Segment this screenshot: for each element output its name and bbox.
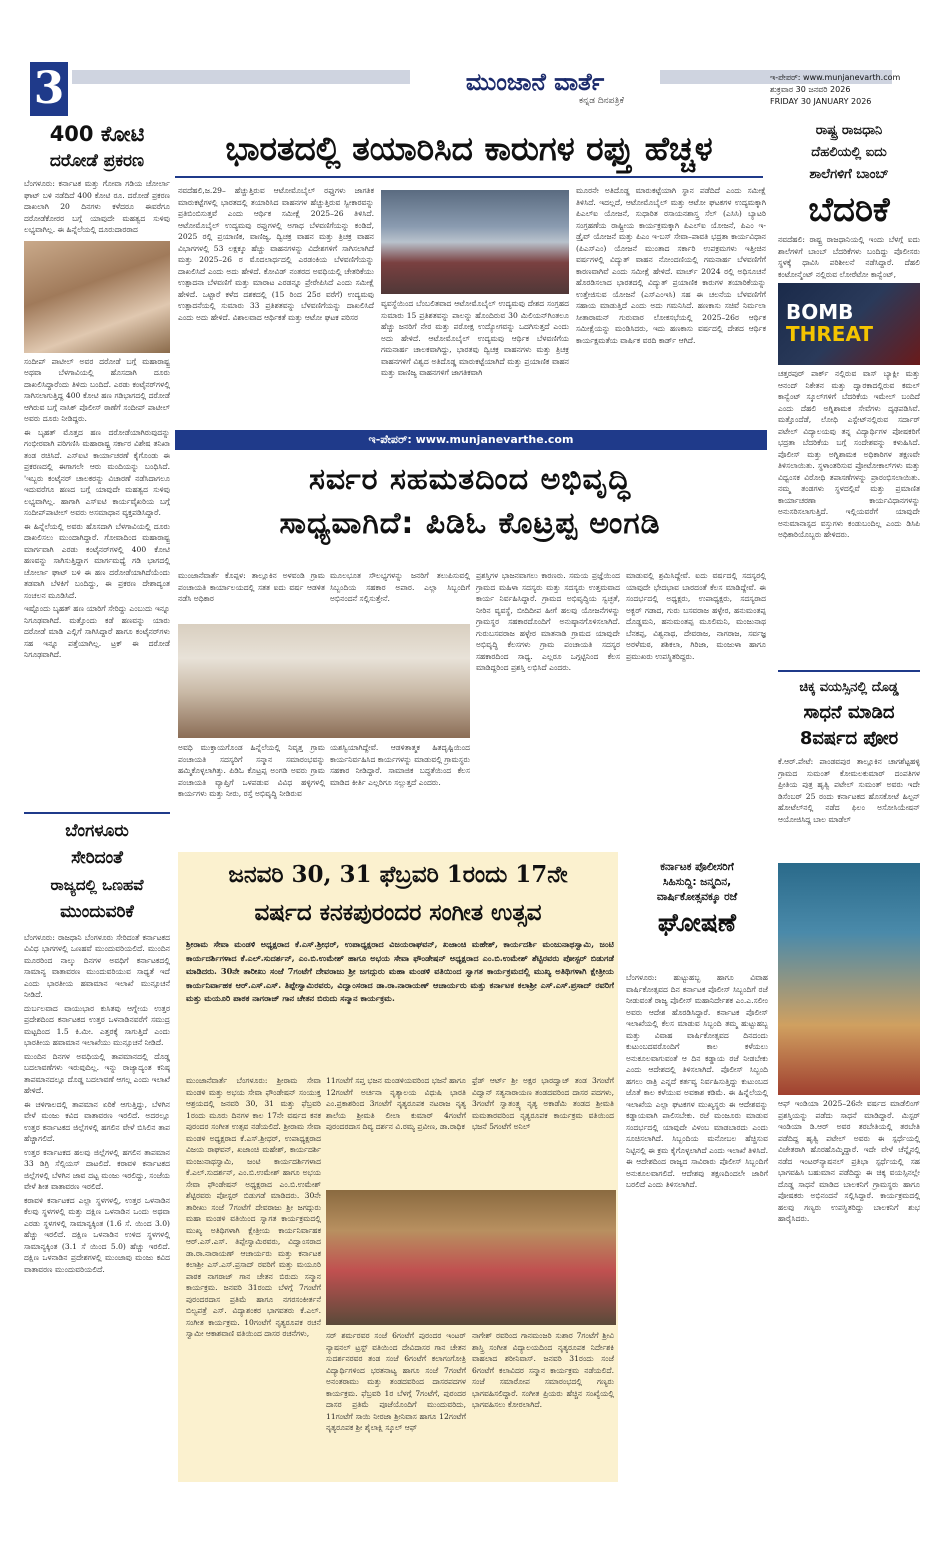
second-story-headline: [180, 458, 760, 568]
right-story1-headline-4: ಬೆದರಿಕೆ: [808, 190, 890, 230]
left-story2-headline-1: ಬೆಂಗಳೂರು: [65, 820, 129, 841]
top-story-column-2: ವ್ಯವಸ್ಥೆಯಿಂದ ಬೆಂಬಲಿತವಾದ ಆಟೋಮೊಬೈಲ್ ಉದ್ಯಮವು ದೇಶದ ಸಂಗ್ರಹದ ಸುಮಾರು 15 ಪ್ರತಿಶತವನ್ನು ಪಾಲನ್ನು ಹೊಂದಿರುವ 30 ಮಿಲಿಯನ್‌ಗಿಂತಲೂ ಹೆಚ್ಚು ಜನರಿಗೆ ನೇರ ಮತ್ತು ಪರೋಕ್ಷ ಉದ್ಯೋಗವನ್ನು ಒದಗಿಸುತ್ತದೆ ಎಂದು ಅದು ಹೇಳಿದೆ. ಆಟೋಮೊಬೈಲ್ ಉದ್ಯಮವು ಆರ್ಥಿಕ ಬೆಳವಣಿಗೆಯ ಗಮನಾರ್ಹ ಚಾಲಕವಾಗಿದ್ದು, ಭಾರತವು ದ್ವಿಚಕ್ರ ವಾಹನಗಳು ಮತ್ತು ತ್ರಿಚಕ್ರ ವಾಹನಗಳಿಗೆ ವಿಶ್ವದ ಅತಿದೊಡ್ಡ ಮಾರುಕಟ್ಟೆಯಾಗಿದೆ ಮತ್ತು ಪ್ರಯಾಣಿಕ ವಾಹನ ಮತ್ತು ವಾಣಿಜ್ಯ ವಾಹನಗಳಿಗೆ ಜಾಗತಿಕವಾಗಿ: [381, 299, 569, 377]
masthead-logo: [410, 68, 660, 108]
right-story2-headline-2: ಸಾಧನೆ ಮಾಡಿದ: [803, 702, 895, 723]
top-story-column-3: ಮೂರನೇ ಅತಿದೊಡ್ಡ ಮಾರುಕಟ್ಟೆಯಾಗಿ ಸ್ಥಾನ ಪಡೆದಿದೆ ಎಂದು ಸಮೀಕ್ಷೆ ತಿಳಿಸಿದೆ. ಇದಲ್ಲದೆ, ಆಟೋಮೊಬೈಲ್ ಮತ್ತು ಆಟೋ ಘಟಕಗಳ ಉದ್ಯಮಕ್ಕಾಗಿ ಪಿಎಲ್‌ಐ ಯೋಜನೆ, ಸುಧಾರಿತ ರಸಾಯನಶಾಸ್ತ್ರ ಸೆಲ್ (ಎಸಿಸಿ) ಬ್ಯಾಟರಿ ಸಂಗ್ರಹಣೆಯ ರಾಷ್ಟ್ರೀಯ ಕಾರ್ಯಕ್ರಮಕ್ಕಾಗಿ ಪಿಎಲ್‌ಐ ಯೋಜನೆ, ಪಿಎಂ ಇ-ಡ್ರೈವ್ ಯೋಜನೆ ಮತ್ತು ಪಿಎಂ ಇ-ಬಸ್ ಸೇವಾ–ಪಾವತಿ ಭದ್ರತಾ ಕಾರ್ಯವಿಧಾನ (ಪಿಎಸ್‌ಎಂ) ಯೋಜನೆ ಮುಂತಾದ ಸರ್ಕಾರಿ ಉಪಕ್ರಮಗಳು ಇತ್ತೀಚಿನ ವರ್ಷಗಳಲ್ಲಿ ವಿದ್ಯುತ್ ವಾಹನ ನೋಂದಣಿಯಲ್ಲಿ ಗಮನಾರ್ಹ ಬೆಳವಣಿಗೆಗೆ ಕಾರಣವಾಗಿವೆ ಎಂದು ಸಮೀಕ್ಷೆ ಹೇಳಿದೆ. ಮಾರ್ಚ್ 2024 ರಲ್ಲಿ ಅಧಿಸೂಚನೆ ಹೊರಡಿಸಲಾದ ಭಾರತದಲ್ಲಿ ವಿದ್ಯುತ್ ಪ್ರಯಾಣಿಕ ಕಾರುಗಳ ತಯಾರಿಕೆಯನ್ನು ಉತ್ತೇಜಿಸುವ ಯೋಜನೆ (ಎಸ್‌ಎಂಇಸಿ) ಸಹ ಈ ಚಲನೆಯ ಬೆಳವಣಿಗೆಗೆ ಸಹಾಯ ಮಾಡುತ್ತಿದೆ ಎಂದು ಅದು ಗಮನಿಸಿದೆ. ಹಣಕಾಸು ಸಚಿವೆ ನಿರ್ಮಲಾ ಸೀತಾರಾಮನ್ ಗುರುವಾರ ಲೋಕಸಭೆಯಲ್ಲಿ 2025–26ರ ಆರ್ಥಿಕ ಸಮೀಕ್ಷೆಯನ್ನು ಮಂಡಿಸಿದರು, ಇದು ಹಣಕಾಸು ವರ್ಷದಲ್ಲಿ ದೇಶದ ಆರ್ಥಿಕ ಕಾರ್ಯಕ್ಷಮತೆಯ ವಾರ್ಷಿಕ ವರದಿ ಕಾರ್ಡ್ ಆಗಿದೆ.: [576, 186, 766, 345]
bomb-threat-image: [778, 283, 920, 365]
panchayat-group-photo: [178, 624, 470, 738]
second-headline-line-1: ಸರ್ವರ ಸಹಮತದಿಂದ ಅಭಿವೃದ್ಧಿ: [308, 462, 632, 497]
page-number: 3: [30, 62, 68, 116]
music-column-1: ಮುಂಜಾನೆವಾರ್ತೆ ಬೆಂಗಳೂರು: ಶ್ರೀರಾಮ ಸೇವಾ ಮಂಡಳಿ ಮತ್ತು ಅಭಯ ಸೇವಾ ಫೌಂಡೇಷನ್ ಸಂಯುಕ್ತ ಆಶ್ರಯದಲ್ಲಿ ಜನವರಿ 30, 31 ಮತ್ತು ಫೆಬ್ರವರಿ 1ರಂದು ಮೂರು ದಿನಗಳ ಕಾಲ 17ನೇ ವರ್ಷದ ಕನಕ ಪುರಂದರ ಸಂಗೀತ ಉತ್ಸವ ನಡೆಯಲಿದೆ. ಶ್ರೀರಾಮ ಸೇವಾ ಮಂಡಳಿ ಅಧ್ಯಕ್ಷರಾದ ಕೆ.ಎಸ್.ಶ್ರೀಧರ್, ಉಪಾಧ್ಯಕ್ಷರಾದ ವಿಜಯ ರಾಘವನ್, ಖಜಾಂಚಿ ಮಹೇಶ್, ಕಾರ್ಯದರ್ಶಿ ಮಂಜುನಾಥಸ್ವಾಮಿ, ಜಂಟಿ ಕಾರ್ಯದರ್ಶಿಗಳಾದ ಕೆ.ಎಲ್.ಸುದರ್ಶನ್, ಎಂ.ಬಿ.ಉಮೇಶ್ ಹಾಗೂ ಅಭಯ ಸೇವಾ ಫೌಂಡೇಷನ್ ಅಧ್ಯಕ್ಷರಾದ ಎಂ.ಬಿ.ಉಮೇಶ್ ಶೆಟ್ಟಿರವರು ಪೋಸ್ಟರ್ ಬಿಡುಗಡೆ ಮಾಡಿದರು. 30ನೇ ತಾರೀಖು ಸಂಜೆ 7ಗಂಟೆಗೆ ದೇವರಾಜು ಶ್ರೀ ಜಗದ್ಗುರು ಮಹಾ ಮಂಡಳಿ ವತಿಯಿಂದ ಸ್ವಾಗತ ಕಾರ್ಯಕ್ರಮದಲ್ಲಿ ಮುಖ್ಯ ಅತಿಥಿಗಳಾಗಿ ಕ್ಷೇತ್ರೀಯ ಕಾರ್ಯನಿರ್ವಾಹಕ ಆರ್.ಎಸ್.ಎಸ್. ತಿಪ್ಪೇಸ್ವಾಮಿರವರು, ವಿದ್ವಾಂಸರಾದ ಡಾ.ರಾ.ನಾರಾಯಣ್ ಆಚಾರ್ಯರು ಮತ್ತು ಕರ್ನಾಟಕ ಕಲಾಶ್ರೀ ಎಸ್.ಎಸ್.ಪ್ರಸಾದ್ ರವರಿಗೆ ಮತ್ತು ಮಯೂರಿ ಪಾಠಕ ನಾಗರಾಜ್ ಗಾನ ಚೇತನ ಬಿರುದು ಸನ್ಮಾನ ಕಾರ್ಯಕ್ರಮ. ಜನವರಿ 31ರಂದು ಬೆಳಗ್ಗೆ 7ಗಂಟೆಗೆ ಪುರಂದರದಾಸ ಪ್ರತಿಮೆ ಹಾಗೂ ನಗರಸಂಕೀರ್ತನೆ ಬಿಲ್ವಪತ್ರೆ ಎಸ್. ವಿದ್ಯಾಶಂಕರ ಭಾಗವತರು ಕೆ.ಎಲ್. ಸಂಗೀತ ಕಾರ್ಯಕ್ರಮ. 10ಗಂಟೆಗೆ ನೃತ್ಯರೂಪಕ ರಚನೆ ಸ್ವಾಮೀ ಆಕಾಶವಾಣಿ ವತಿಯಿಂದ ದಾಸರ ರಚನೆಗಳು,: [186, 1076, 321, 1338]
music-lead-paragraph: ಶ್ರೀರಾಮ ಸೇವಾ ಮಂಡಳಿ ಅಧ್ಯಕ್ಷರಾದ ಕೆ.ಎಸ್.ಶ್ರೀಧರ್, ಉಪಾಧ್ಯಕ್ಷರಾದ ವಿಜಯರಾಘವನ್, ಖಜಾಂಚಿ ಮಹೇಶ್, ಕಾರ್ಯದರ್ಶಿ ಮಂಜುನಾಥಸ್ವಾಮಿ, ಜಂಟಿ ಕಾರ್ಯದರ್ಶಿಗಳಾದ ಕೆ.ಎಲ್.ಸುದರ್ಶನ್, ಎಂ.ಬಿ.ಉಮೇಶ್ ಹಾಗೂ ಅಭಯ ಸೇವಾ ಫೌಂಡೇಷನ್ ಅಧ್ಯಕ್ಷರಾದ ಎಂ.ಬಿ.ಉಮೇಶ್ ಶೆಟ್ಟಿರವರು ಪೋಸ್ಟರ್ ಬಿಡುಗಡೆ ಮಾಡಿದರು. 30ನೇ ತಾರೀಖು ಸಂಜೆ 7ಗಂಟೆಗೆ ದೇವರಾಜು ಶ್ರೀ ಜಗದ್ಗುರು ಮಹಾ ಮಂಡಳಿ ವತಿಯಿಂದ ಸ್ವಾಗತ ಕಾರ್ಯಕ್ರಮದಲ್ಲಿ ಮುಖ್ಯ ಅತಿಥಿಗಳಾಗಿ ಕ್ಷೇತ್ರೀಯ ಕಾರ್ಯನಿರ್ವಾಹಕ ಆರ್.ಎಸ್.ಎಸ್. ತಿಪ್ಪೇಸ್ವಾಮಿರವರು, ವಿದ್ವಾಂಸರಾದ ಡಾ.ರಾ.ನಾರಾಯಣ್ ಆಚಾರ್ಯರು ಮತ್ತು ಕರ್ನಾಟಕ ಕಲಾಶ್ರೀ ಎಸ್.ಎಸ್.ಪ್ರಸಾದ್ ರವರಿಗೆ ಮತ್ತು ಮಯೂರಿ ಪಾಠಕ ನಾಗರಾಜ್ ಗಾನ ಚೇತನ ಬಿರುದು ಸನ್ಮಾನ ಕಾರ್ಯಕ್ರಮ.: [186, 939, 614, 1003]
left-story2-para: ಬೆಂಗಳೂರು: ರಾಜಧಾನಿ ಬೆಂಗಳೂರು ಸೇರಿದಂತೆ ಕರ್ನಾಟಕದ ವಿವಿಧ ಭಾಗಗಳಲ್ಲಿ ಒಣಹವೆ ಮುಂದುವರಿಯಲಿದೆ. ಮುಂದಿನ ಮೂರರಿಂದ ನಾಲ್ಕು ದಿನಗಳ ಅವಧಿಗೆ ಕರ್ನಾಟಕದಲ್ಲಿ ಸಾಮಾನ್ಯ ವಾತಾವರಣ ಮುಂದುವರಿಯುವ ಸಾಧ್ಯತೆ ಇದೆ ಎಂದು ಭಾರತೀಯ ಹವಾಮಾನ ಇಲಾಖೆ ಮುನ್ಸೂಚನೆ ನೀಡಿದೆ.: [24, 932, 170, 999]
left-column: [24, 120, 170, 1490]
police-story-body: ಬೆಂಗಳೂರು: ಹುಟ್ಟುಹಬ್ಬ ಹಾಗೂ ವಿವಾಹ ವಾರ್ಷಿಕೋತ್ಸವದ ದಿನ ಕರ್ನಾಟಕ ಪೊಲೀಸ್ ಸಿಬ್ಬಂದಿಗೆ ರಜೆ ನೀಡುವಂತೆ ರಾಜ್ಯ ಪೊಲೀಸ್ ಮಹಾನಿರ್ದೇಶಕ ಎಂ.ಎ.ಸಲೀಂ ಅವರು ಆದೇಶ ಹೊರಡಿಸಿದ್ದಾರೆ. ಕರ್ನಾಟಕ ಪೊಲೀಸ್ ಇಲಾಖೆಯಲ್ಲಿ ಕೆಲಸ ಮಾಡುವ ಸಿಬ್ಬಂದಿ ತಮ್ಮ ಹುಟ್ಟುಹಬ್ಬ ಮತ್ತು ವಿವಾಹ ವಾರ್ಷಿಕೋತ್ಸವದ ದಿನದಂದು ಕುಟುಂಬದವರೊಂದಿಗೆ ಕಾಲ ಕಳೆಯಲು ಅನುಕೂಲವಾಗುವಂತೆ ಆ ದಿನ ಕಡ್ಡಾಯ ರಜೆ ನೀಡಬೇಕು ಎಂದು ಆದೇಶದಲ್ಲಿ ತಿಳಿಸಲಾಗಿದೆ. ಪೊಲೀಸ್ ಸಿಬ್ಬಂದಿ ಹಗಲು ರಾತ್ರಿ ಎನ್ನದೆ ಕರ್ತವ್ಯ ನಿರ್ವಹಿಸುತ್ತಿದ್ದು ಕುಟುಂಬದ ಜೊತೆ ಕಾಲ ಕಳೆಯುವ ಅವಕಾಶ ಕಡಿಮೆ. ಈ ಹಿನ್ನೆಲೆಯಲ್ಲಿ ಇಲಾಖೆಯ ಎಲ್ಲಾ ಘಟಕಗಳ ಮುಖ್ಯಸ್ಥರು ಈ ಆದೇಶವನ್ನು ಕಡ್ಡಾಯವಾಗಿ ಪಾಲಿಸಬೇಕು. ರಜೆ ಮಂಜೂರು ಮಾಡುವ ಸಂದರ್ಭದಲ್ಲಿ ಯಾವುದೇ ವಿಳಂಬ ಮಾಡಬಾರದು ಎಂದು ಸೂಚಿಸಲಾಗಿದೆ. ಸಿಬ್ಬಂದಿಯ ಮನೋಬಲ ಹೆಚ್ಚಿಸುವ ನಿಟ್ಟಿನಲ್ಲಿ ಈ ಕ್ರಮ ಕೈಗೊಳ್ಳಲಾಗಿದೆ ಎಂದು ಇಲಾಖೆ ತಿಳಿಸಿದೆ. ಈ ಆದೇಶದಿಂದ ರಾಜ್ಯದ ಸಾವಿರಾರು ಪೊಲೀಸ್ ಸಿಬ್ಬಂದಿಗೆ ಅನುಕೂಲವಾಗಲಿದೆ. ಆದೇಶವು ತಕ್ಷಣದಿಂದಲೇ ಜಾರಿಗೆ ಬರಲಿದೆ ಎಂದು ತಿಳಿಸಲಾಗಿದೆ.: [626, 973, 768, 1189]
logo-tagline: ಕನ್ನಡ ದಿನಪತ್ರಿಕೆ: [578, 96, 624, 106]
left-story1-headline-2: ದರೋಡೆ ಪ್ರಕರಣ: [49, 151, 145, 171]
logo-part-2: ವಾರ್ತೆ: [554, 68, 605, 96]
second-story-column-2b: ಯಶಸ್ವಿಯಾಗಿದ್ದೇವೆ. ಆಡಳಿತಾತ್ಮಕ ಹಿತದೃಷ್ಟಿಯಿಂದ ಕಾರ್ಯನಿರ್ವಹಿಸಿದ ಕಾರ್ಯಗಳನ್ನು ಮಾಡುವಲ್ಲಿ ಗ್ರಾಮಸ್ಥರು ಸಹಕಾರ ನೀಡಿದ್ದಾರೆ. ಸಾಮಾಜಿಕ ಬದ್ಧತೆಯಿಂದ ಕೆಲಸ ಮಾಡಿದ ಕೀರ್ತಿ ಎಲ್ಲರಿಗೂ ಸಲ್ಲುತ್ತದೆ ಎಂದರು.: [330, 743, 470, 787]
second-story-column-3: ಪ್ರಶಸ್ತಿಗಳ ಭಾಜನವಾಗಲು ಕಾರಣರು. ಸಮಯ ಪ್ರಜ್ಞೆಯಿಂದ ಗ್ರಾಮದ ಮಹಿಳಾ ಸದಸ್ಯರು ಮತ್ತು ಸದಸ್ಯರು ಉತ್ತಮವಾದ ಕಾರ್ಯ ನಿರ್ವಹಿಸಿದ್ದಾರೆ. ಗ್ರಾಮದ ಅಭಿವೃದ್ಧಿಯ ಸ್ವಚ್ಛತೆ, ನೀರಿನ ವ್ಯವಸ್ಥೆ, ಬೀದಿದೀಪ ಹೀಗೆ ಹಲವು ಯೋಜನೆಗಳನ್ನು ಗ್ರಾಮಸ್ಥರ ಸಹಕಾರದೊಂದಿಗೆ ಅನುಷ್ಠಾನಗೊಳಿಸಲಾಗಿದೆ. ಗುರುಬಸವರಾಜ ಹಳ್ಳೇರ ಮಾತನಾಡಿ ಗ್ರಾಮದ ಯಾವುದೇ ಅಭಿವೃದ್ಧಿ ಕೆಲಸಗಳು ಗ್ರಾಮ ಪಂಚಾಯತಿ ಸದಸ್ಯರ ಸಹಕಾರದಿಂದ ಸಾಧ್ಯ. ಎಲ್ಲರೂ ಒಗ್ಗಟ್ಟಿನಿಂದ ಕೆಲಸ ಮಾಡಿದ್ದರಿಂದ ಪ್ರಶಸ್ತಿ ಲಭಿಸಿದೆ ಎಂದರು.: [476, 571, 620, 672]
poster-release-photo: [326, 1190, 616, 1325]
left-story1-para: ಸಂದೀಪ್ ಪಾಟೀಲ್ ಅವರ ದರೋಡೆ ಬಗ್ಗೆ ಮಹಾರಾಷ್ಟ್ರ ಅಥವಾ ಬೆಳಗಾವಿಯಲ್ಲಿ ಹೊಸದಾಗಿ ದೂರು ದಾಖಲಿಸಿದ್ದಾರೆಂದು ತಿಳಿದು ಬಂದಿದೆ. ಎರಡು ಕಂಟೈನರ್‌ಗಳಲ್ಲಿ ಸಾಗಿಸಲಾಗುತ್ತಿದ್ದ 400 ಕೋಟಿ ಹಣ ಗಡಿಭಾಗದಲ್ಲಿ ದರೋಡೆ ಆಗಿರುವ ಬಗ್ಗೆ ನಾಸಿಕ್ ಪೊಲೀಸ್ ಠಾಣೆಗೆ ಸಂದೀಪ್ ಪಾಟೀಲ್ ಅವರು ದೂರು ನೀಡಿದ್ದರು.: [24, 356, 170, 423]
left-story1-para: ಬೆಂಗಳೂರು: ಕರ್ನಾಟಕ ಮತ್ತು ಗೋವಾ ಗಡಿಯ ಚೋರ್ಲಾ ಘಾಟ್ ಬಳಿ ನಡೆದಿದೆ 400 ಕೋಟಿ ರೂ. ದರೋಡೆ ಪ್ರಕರಣ ದಾಖಲಾಗಿ 20 ದಿನಗಳು ಕಳೆದರೂ ಈವರೆಗೂ ದರೋಡೆಕೋರರ ಬಗ್ಗೆ ಯಾವುದೇ ಮಹತ್ವದ ಸುಳಿವು ಲಭ್ಯವಾಗಿಲ್ಲ. ಈ ಹಿನ್ನೆಲೆಯಲ್ಲಿ ದೂರುದಾರರಾದ: [24, 179, 170, 234]
music-headline-line-1: ಜನವರಿ 30, 31 ಫೆಬ್ರವರಿ 1ರಂದು 17ನೇ: [228, 861, 568, 888]
left-story2-headline-4: ಮುಂದುವರಿಕೆ: [60, 901, 134, 922]
right-story1-para: ಚತ್ತರಪುರ್ ಪಾರ್ಕ್ ನಲ್ಲಿರುವ ವಾಸ್ ಬ್ಯಾಕ್ಲೀ ಮತ್ತು ಆನಂದ್ ನಿಕೇತನ ಮತ್ತು ದ್ವಾರಕಾದಲ್ಲಿರುವ ಕಮಲ್ ಕಾನ್ವೆಂಟ್ ಸ್ಕೂಲ್‌ಗಳಿಗೆ ಬೆದರಿಕೆಯ ಇಮೇಲ್ ಬಂದಿದೆ ಎಂದು ದೆಹಲಿ ಅಗ್ನಿಶಾಮಕ ಸೇವೆಗಳು ದೃಢಪಡಿಸಿವೆ. ಮತ್ತೊಂದೆಡೆ, ಲೋಧಿ ಎಸ್ಟೇಟ್‌ನಲ್ಲಿರುವ ಸರ್ದಾರ್ ಪಟೇಲ್ ವಿದ್ಯಾಲಯವು ತನ್ನ ವಿದ್ಯಾರ್ಥಿಗಳ ಪೋಷಕರಿಗೆ ಭದ್ರತಾ ಬೆದರಿಕೆಯ ಬಗ್ಗೆ ಸಂದೇಶವನ್ನು ಕಳುಹಿಸಿದೆ. ಪೊಲೀಸ್ ಮತ್ತು ಅಗ್ನಿಶಾಮಕ ಅಧಿಕಾರಿಗಳ ತಕ್ಷಣವೇ ತಿಳಿಸಲಾಯಿತು. ಸ್ಥಳಾಂತರಿಸುವ ಪ್ರೋಟೋಕಾಲ್‌ಗಳು ಮತ್ತು ವಿಧ್ವಂಸಕ ವಿರೋಧಿ ತಪಾಸಣೆಗಳನ್ನು ಪ್ರಾರಂಭಿಸಲಾಯಿತು. ನಮ್ಮ ತಂಡಗಳು ಸ್ಥಳದಲ್ಲಿವೆ ಮತ್ತು ಪ್ರಮಾಣಿತ ಕಾರ್ಯಾಚರಣಾ ಕಾರ್ಯವಿಧಾನಗಳನ್ನು ಅನುಸರಿಸಲಾಗುತ್ತಿದೆ. ಇಲ್ಲಿಯವರೆಗೆ ಯಾವುದೇ ಅನುಮಾನಾಸ್ಪದ ವಸ್ತುಗಳು ಕಂಡುಬಂದಿಲ್ಲ ಎಂದು ಡಿಸಿಪಿ ಅಧಿಕಾರಿಯೊಬ್ಬರು ಹೇಳಿದರು.: [778, 369, 920, 539]
music-column-3: ಫ್ರೆಡ್ ಆರ್ಟ್ ಶ್ರೀ ಅಕ್ಷರ ಭಾರದ್ವಾಜ್ ತಂಡ 3ಗಂಟೆಗೆ ವಿದ್ವಾನ್ ಸತ್ಯನಾರಾಯಣ ತಂಡದವರಿಂದ ದಾಸರ ಪದಗಳು, 3ಗಂಟೆಗೆ ಸ್ವಾತಂತ್ರ್ಯ ನೃತ್ಯ ಅಕಾಡೆಮಿ ತಂಡದ ಶ್ರೀಮತಿ ಮಮತಾರವರಿಂದ ನೃತ್ಯರೂಪಕ ಕಾರ್ಯಕ್ರಮ ವತಿಯಿಂದ ಭಜನೆ 5ಗಂಟೆಗೆ ಅನಿಲ್: [472, 1076, 614, 1131]
right-story1-para: ನವದೆಹಲಿ: ರಾಷ್ಟ್ರ ರಾಜಧಾನಿಯಲ್ಲಿ ಇಂದು ಬೆಳಗ್ಗೆ ಐದು ಶಾಲೆಗಳಿಗೆ ಬಾಂಬ್ ಬೆದರಿಕೆಗಳು ಬಂದಿದ್ದು ಪೊಲೀಸರು ಸ್ಥಳಕ್ಕೆ ಧಾವಿಸಿ ಪರಿಶೀಲನೆ ನಡೆಸಿದ್ದಾರೆ. ದೆಹಲಿ ಕಂಟೋನ್ಮೆಂಟ್ ನಲ್ಲಿರುವ ಲೋರೆಟೋ ಕಾನ್ವೆಂಟ್,: [778, 235, 920, 279]
left-story1-para: ಈ ಹಿನ್ನೆಲೆಯಲ್ಲಿ ಅವರು ಹೊಸದಾಗಿ ಬೆಳಗಾವಿಯಲ್ಲಿ ದೂರು ದಾಖಲಿಸಲು ಮುಂದಾಗಿದ್ದಾರೆ. ಗೋವಾದಿಂದ ಮಹಾರಾಷ್ಟ್ರ ಮಾರ್ಗವಾಗಿ ಎರಡು ಕಂಟೈನರ್‌ಗಳಲ್ಲಿ 400 ಕೋಟಿ ಹಣವನ್ನು ಸಾಗಿಸುತ್ತಿದ್ದಾಗ ಮಾರ್ಗಮಧ್ಯೆ ಗಡಿ ಭಾಗದಲ್ಲಿ ಚೋರ್ಲಾ ಘಾಟ್ ಬಳಿ ಈ ಹಣ ದರೋಡೆಯಾಗಿದೆಯೆಂದು ತಡವಾಗಿ ಬೆಳಕಿಗೆ ಬಂದಿದ್ದು, ಈ ಪ್ರಕರಣ ದೇಶಾದ್ಯಂತ ಸಂಚಲನ ಮೂಡಿಸಿದೆ.: [24, 521, 170, 600]
second-headline-line-2: ಸಾಧ್ಯವಾಗಿದೆ: ಪಿಡಿಓ ಕೊಟ್ರಪ್ಪ ಅಂಗಡಿ: [279, 506, 661, 541]
police-headline-line-4: ಘೋಷಣೆ: [657, 908, 737, 937]
police-headline-line-1: ಕರ್ನಾಟಕ ಪೊಲೀಸರಿಗೆ: [660, 861, 734, 873]
right-story1-headline-3: ಶಾಲೆಗಳಿಗೆ ಬಾಂಬ್: [809, 167, 889, 182]
top-story-column-1: ನವದೆಹಲಿ,ಜ.29– ಹೆಚ್ಚುತ್ತಿರುವ ಆಟೋಮೊಬೈಲ್ ರಫ್ತುಗಳು ಜಾಗತಿಕ ಮಾರುಕಟ್ಟೆಗಳಲ್ಲಿ ಭಾರತದಲ್ಲಿ ತಯಾರಿಸಿದ ವಾಹನಗಳ ಹೆಚ್ಚುತ್ತಿರುವ ಸ್ವೀಕಾರವನ್ನು ಪ್ರತಿಬಿಂಬಿಸುತ್ತವೆ ಎಂದು ಆರ್ಥಿಕ ಸಮೀಕ್ಷೆ 2025–26 ತಿಳಿಸಿದೆ. ಆಟೋಮೊಬೈಲ್ ಉದ್ಯಮವು ರಫ್ತುಗಳಲ್ಲಿ ಅಗಾಧ ಬೆಳವಣಿಗೆಯನ್ನು ಕಂಡಿದೆ, 2025 ರಲ್ಲಿ ಪ್ರಯಾಣಿಕ, ವಾಣಿಜ್ಯ, ದ್ವಿಚಕ್ರ ವಾಹನ ಮತ್ತು ತ್ರಿಚಕ್ರ ವಾಹನ ವಿಭಾಗಗಳಲ್ಲಿ 53 ಲಕ್ಷಕ್ಕೂ ಹೆಚ್ಚು ವಾಹನಗಳನ್ನು ವಿದೇಶಗಳಿಗೆ ಸಾಗಿಸಲಾಗಿದೆ ಮತ್ತು 2025–26 ರ ಮೊದಲಾರ್ಧದಲ್ಲಿ ಎರಡಂಕಿಯ ಬೆಳವಣಿಗೆಯನ್ನು ದಾಖಲಿಸಿದೆ ಎಂದು ಅದು ಹೇಳಿದೆ. ಕೋವಿಡ್ ನಂತರದ ಅವಧಿಯಲ್ಲಿ ಚೇತರಿಕೆಯು ಉತ್ಪಾದನಾ ಬೆಳವಣಿಗೆ ಮತ್ತು ಮಾರಾಟ ಎರಡನ್ನೂ ಪ್ರೇರೇಪಿಸಿದೆ ಎಂದು ಸಮೀಕ್ಷೆ ಹೇಳಿದೆ. ಒಟ್ಟಾರೆ ಕಳೆದ ದಶಕದಲ್ಲಿ (15 ರಿಂದ 25ರ ವರೆಗೆ) ಉದ್ಯಮವು ಉತ್ಪಾದನೆಯಲ್ಲಿ ಸುಮಾರು 33 ಪ್ರತಿಶತವನ್ನು ಬೆಳವಣಿಗೆಯನ್ನು ದಾಖಲಿಸಿದೆ ಎಂದು ಅದು ಹೇಳಿದೆ. ವಿಶಾಲವಾದ ಆರ್ಥಿಕತೆ ಮತ್ತು ಆಟೋ ಘಟಕ ಪರಿಸರ: [178, 186, 374, 322]
second-story-column-1a: ಮುಂಜಾನೆವಾರ್ತೆ ಕೊಪ್ಪಳ: ತಾಲ್ಲೂಕಿನ ಅಳವಂಡಿ ಗ್ರಾಮ ಪಂಚಾಯತಿ ಕಾರ್ಯಾಲಯದಲ್ಲಿ ಸತತ ಐದು ವರ್ಷ ಆಡಳಿತ ನಡೆಸಿ ಅಧಿಕಾರ: [178, 571, 325, 603]
left-story1-para: ಇಷ್ಟೊಂದು ಬೃಹತ್ ಹಣ ಯಾರಿಗೆ ಸೇರಿದ್ದು ಎಂಬುದು ಇನ್ನೂ ನಿಗೂಢವಾಗಿದೆ. ಮತ್ತೊಂದು ಕಡೆ ಹಣವನ್ನು ಯಾರು ದರೋಡೆ ಮಾಡಿ ಎಲ್ಲಿಗೆ ಸಾಗಿಸಿದ್ದಾರೆ ಹಾಗೂ ಕಂಟೈನರ್‌ಗಳು ಸಹ ಇನ್ನೂ ಪತ್ತೆಯಾಗಿಲ್ಲ. ಟ್ರಕ್ ಈ ದರೋಡೆ ನಿಗೂಢವಾಗಿದೆ.: [24, 604, 170, 659]
left-story2-para: ಕರಾವಳಿ ಕರ್ನಾಟಕದ ಎಲ್ಲಾ ಸ್ಥಳಗಳಲ್ಲಿ, ಉತ್ತರ ಒಳನಾಡಿನ ಕೆಲವು ಸ್ಥಳಗಳಲ್ಲಿ ಮತ್ತು ದಕ್ಷಿಣ ಒಳನಾಡಿನ ಒಂದು ಅಥವಾ ಎರಡು ಸ್ಥಳಗಳಲ್ಲಿ ಸಾಮಾನ್ಯಕ್ಕಿಂತ (1.6 ಸೆ. ಯಿಂದ 3.0) ಹೆಚ್ಚು ಇರಲಿದೆ. ದಕ್ಷಿಣ ಒಳನಾಡಿನ ಉಳಿದ ಸ್ಥಳಗಳಲ್ಲಿ ಸಾಮಾನ್ಯಕ್ಕಿಂತ (3.1 ಸೆ ಯಿಂದ 5.0) ಹೆಚ್ಚು ಇರಲಿದೆ. ದಕ್ಷಿಣ ಒಳನಾಡಿನ ಪ್ರದೇಶಗಳಲ್ಲಿ ಮುಂಜಾವು ಮಂಜು ಕವಿದ ವಾತಾವರಣ ಮುಂದುವರಿಯಲಿದೆ.: [24, 1195, 170, 1274]
second-story-column-1b: ಅವಧಿ ಮುಕ್ತಾಯಗೊಂಡ ಹಿನ್ನೆಲೆಯಲ್ಲಿ ನಿವೃತ್ತ ಗ್ರಾಮ ಪಂಚಾಯತಿ ಸದಸ್ಯರಿಗೆ ಸನ್ಮಾನ ಸಮಾರಂಭವನ್ನು ಹಮ್ಮಿಕೊಳ್ಳಲಾಗಿತ್ತು. ಪಿಡಿಓ ಕೊಟ್ರಪ್ಪ ಅಂಗಡಿ ಅವರು ಗ್ರಾಮ ಪಂಚಾಯತಿ ವ್ಯಾಪ್ತಿಗೆ ಒಳಪಡುವ ವಿವಿಧ ಹಳ್ಳಿಗಳಲ್ಲಿ ಕಾರ್ಯಗಳು ಮತ್ತು ನೀರು, ರಸ್ತೆ ಅಭಿವೃದ್ಧಿ ನೀಡಿರುವ: [178, 743, 325, 798]
left-story2-para: ದುರ್ಬಲವಾದ ವಾಯುಭಾರ ಕುಸಿತವು ಆಗ್ನೇಯ ಉತ್ತರ ಪ್ರದೇಶದಿಂದ ಕರ್ನಾಟಕದ ಉತ್ತರ ಒಳನಾಡಿನವರೆಗೆ ಸಮುದ್ರ ಮಟ್ಟದಿಂದ 1.5 ಕಿ.ಮೀ. ಎತ್ತರಕ್ಕೆ ಸಾಗುತ್ತಿದೆ ಎಂದು ಭಾರತೀಯ ಹವಾಮಾನ ಇಲಾಖೆಯು ಮುನ್ಸೂಚನೆ ನೀಡಿದೆ.: [24, 1003, 170, 1047]
right-divider: [778, 670, 920, 672]
top-story-headline: ಭಾರತದಲ್ಲಿ ತಯಾರಿಸಿದ ಕಾರುಗಳ ರಫ್ತು ಹೆಚ್ಚಳ: [175, 120, 763, 178]
police-story-headline: [624, 860, 770, 970]
right-story2-para: ಕೆ.ಆರ್.ಪೇಟೆ: ಪಾಂಡವಪುರ ತಾಲ್ಲೂಕಿನ ಚಾಗಶೆಟ್ಟಹಳ್ಳಿ ಗ್ರಾಮದ ಸುಮಂತ್ ಕೋಮಲಕುಮಾರ್ ದಂಪತಿಗಳ ಪ್ರೀತಿಯ ಪುತ್ರ ಹೃತ್ವಿ ಪಟೇಲ್ ಸುಮಂತ್ ಅವರು ಇದೇ ಡಿಸೆಂಬರ್ 25 ರಂದು ಕರ್ನಾಟಕದ ಹೊಸಕೋಟೆ ಹಿಲ್ಟನ್ ಹೋಟೆಲ್‌ನಲ್ಲಿ ನಡೆದ ಫಿಲಂ ಅಸೋಸಿಯೇಷನ್ ಆಯೋಜಿಸಿದ್ದ ಬಾಲ ಮಾಡೆಲ್: [778, 757, 920, 824]
left-story2-para: ಉತ್ತರ ಕರ್ನಾಟಕದ ಹಲವು ಜಿಲ್ಲೆಗಳಲ್ಲಿ ಹಗಲಿನ ತಾಪಮಾನ 33 ಡಿಗ್ರಿ ಸೆಲ್ಸಿಯಸ್ ದಾಟಲಿದೆ. ಕರಾವಳಿ ಕರ್ನಾಟಕದ ಜಿಲ್ಲೆಗಳಲ್ಲಿ ಬೆಳಗಿನ ಜಾವ ದಟ್ಟ ಮಂಜು ಇರಲಿದ್ದು, ಸಂಜೆಯ ವೇಳೆ ಶೀತ ವಾತಾವರಣ ಇರಲಿದೆ.: [24, 1147, 170, 1191]
police-headline-line-3: ವಾರ್ಷಿಕೋತ್ಸವಕ್ಕೂ ರಜೆ: [656, 891, 738, 903]
masthead-meta: [770, 72, 920, 112]
second-story-column-2a: ಮೂಲಭೂತ ಸೌಲಭ್ಯಗಳನ್ನು ಜನರಿಗೆ ತಲುಪಿಸುವಲ್ಲಿ ಸಿಬ್ಬಂದಿಯ ಸಹಕಾರ ಅಪಾರ. ಎಲ್ಲಾ ಸಿಬ್ಬಂದಿಗೆ ಅಭಿನಂದನೆ ಸಲ್ಲಿಸುತ್ತೇನೆ.: [330, 571, 470, 603]
right-story2-para: ಆಫ್ ಇಂಡಿಯಾ 2025–26ನೇ ವರ್ಷದ ಮಾಡೆಲಿಂಗ್ ಪ್ರಶಸ್ತಿಯನ್ನು ಪಡೆದು ಸಾಧನೆ ಮಾಡಿದ್ದಾರೆ. ಮಿಸ್ಟರ್ ಇಂಡಿಯಾ ಡಿ.ಆರ್ ಅವರ ತರಬೇತಿಯಲ್ಲಿ ತರಬೇತಿ ಪಡೆದಿದ್ದ ಹೃತ್ವಿ ಪಟೇಲ್ ಅವರು ಈ ಸ್ಪರ್ಧೆಯಲ್ಲಿ ವಿಜೇತರಾಗಿ ಹೊರಹೊಮ್ಮಿದ್ದಾರೆ. ಇದೇ ವೇಳೆ ಚೆನ್ನೈನಲ್ಲಿ ನಡೆದ ಇಂಟರ್‌ನ್ಯಾಷನಲ್ ಪ್ರತಿಭಾ ಸ್ಪರ್ಧೆಯಲ್ಲಿ ಸಹ ಭಾಗವಹಿಸಿ ಬಹುಮಾನ ಪಡೆದಿದ್ದು ಈ ಚಿಕ್ಕ ವಯಸ್ಸಿನಲ್ಲೇ ದೊಡ್ಡ ಸಾಧನೆ ಮಾಡಿದ ಬಾಲಕನಿಗೆ ಗ್ರಾಮಸ್ಥರು ಹಾಗೂ ಪೋಷಕರು ಅಭಿನಂದನೆ ಸಲ್ಲಿಸಿದ್ದಾರೆ. ಕಾರ್ಯಕ್ರಮದಲ್ಲಿ ಹಲವು ಗಣ್ಯರು ಉಪಸ್ಥಿತರಿದ್ದು ಬಾಲಕನಿಗೆ ಶುಭ ಹಾರೈಸಿದರು.: [778, 1099, 920, 1223]
left-story1-para: ಈ ಬೃಹತ್ ಮೊತ್ತದ ಹಣ ದರೋಡೆಯಾಗಿರುವುದನ್ನು ಗಂಭೀರವಾಗಿ ಪರಿಗಣಿಸಿ ಮಹಾರಾಷ್ಟ್ರ ಸರ್ಕಾರ ವಿಶೇಷ ತನಿಖಾ ತಂಡ ರಚಿಸಿದೆ. ಎಸ್‌ಐಟಿ ಕಾರ್ಯಾಚರಣೆ ಕೈಗೊಂಡು ಈ ಪ್ರಕರಣದಲ್ಲಿ ಈಗಾಗಲೇ ಆರು ಮಂದಿಯನ್ನು ಬಂಧಿಸಿದೆ. 'ಇಬ್ಬರು ಕಂಟೈನರ್ ಚಾಲಕರನ್ನು ವಿಚಾರಣೆ ನಡೆಸಿದಾಗಲೂ ಇದುವರೆಗೂ ಹಣದ ಬಗ್ಗೆ ಯಾವುದೇ ಮಹತ್ವದ ಸುಳಿವು ಲಭ್ಯವಾಗಿಲ್ಲ. ಹಾಗಾಗಿ ಎಸ್‌ಐಟಿ ಕಾರ್ಯವೈಖರಿಯ ಬಗ್ಗೆ ಸಂದೀಪ್‌ಪಾಟೀಲ್ ಅವರು ಅಸಮಾಧಾನ ವ್ಯಕ್ತಪಡಿಸಿದ್ದಾರೆ.: [24, 427, 170, 517]
cash-photo: [24, 241, 170, 353]
left-story2-headline-2: ಸೇರಿದಂತೆ: [71, 847, 123, 868]
police-headline-line-2: ಸಿಹಿಸುದ್ದಿ: ಜನ್ಮದಿನ,: [662, 876, 732, 888]
music-column-2: 11ಗಂಟೆಗೆ ಸಪ್ತ ಭಜನ ಮಂಡಳಿಯವರಿಂದ ಭಜನೆ ಹಾಗೂ 12ಗಂಟೆಗೆ ಅರ್ಚನಾ ನೃತ್ಯಾಲಯ ವಿಧುಷಿ ಭಾರತಿ ಎಂ.ಪ್ರಕಾಶರಿಂದ 3ಗಂಟೆಗೆ ನೃತ್ಯರೂಪಕ ನಟರಾಜ ನೃತ್ಯ ಶಾಲೆಯ ಶ್ರೀಮತಿ ಲೀಲಾ ಕುಮಾರ್ 4ಗಂಟೆಗೆ ಪುರಂದರದಾಸ ದಿವ್ಯ ದರ್ಶನ ವಿ.ರಮ್ಯ ಪ್ರವೀಣ, ಡಾ.ರಾಧಿಕ: [326, 1076, 466, 1131]
left-story2-para: ಈ ಚಳಿಗಾಲದಲ್ಲಿ ತಾಪಮಾನ ಏರಿಕೆ ಆಗುತ್ತಿದ್ದು, ಬೆಳಗಿನ ವೇಳೆ ಮಂಜು ಕವಿದ ವಾತಾವರಣ ಇರಲಿದೆ. ಅದರಲ್ಲೂ ಉತ್ತರ ಕರ್ನಾಟಕದ ಜಿಲ್ಲೆಗಳಲ್ಲಿ ಹಗಲಿನ ವೇಳೆ ಬಿಸಿಲಿನ ತಾಪ ಹೆಚ್ಚಾಗಲಿದೆ.: [24, 1099, 170, 1143]
music-column-3b: ನಾಗೇಶ್ ರವರಿಂದ ಗಾನಮಂಜರಿ ಸುಶಾರ 7ಗಂಟೆಗೆ ಶ್ರೀವಿ ಶಾಸ್ತ್ರಿ ಸಂಗೀತ ವಿದ್ಯಾಲಯದಿಂದ ನೃತ್ಯರೂಪಕ ನಿರ್ದೇಶಕಿ ವಾಹಲಾದ ಶರೀನಿವಾಸ್. ಜನವರಿ 31ರಂದು ಸಂಜೆ 6ಗಂಟೆಗೆ ಕಲಾವಿದರ ಸನ್ಮಾನ ಕಾರ್ಯಕ್ರಮ ನಡೆಯಲಿದೆ. ಸಂಜೆ ಸಮಾರೋಪ ಸಮಾರಂಭದಲ್ಲಿ ಗಣ್ಯರು ಭಾಗವಹಿಸಲಿದ್ದಾರೆ. ಸಂಗೀತ ಪ್ರಿಯರು ಹೆಚ್ಚಿನ ಸಂಖ್ಯೆಯಲ್ಲಿ ಭಾಗವಹಿಸಲು ಕೋರಲಾಗಿದೆ.: [472, 1331, 614, 1409]
music-festival-headline: [182, 856, 614, 936]
masthead-website[interactable]: ಇ-ಪೇಪರ್: www.munjanevarth.com: [770, 73, 901, 82]
right-story1-headline-1: ರಾಷ್ಟ್ರ ರಾಜಧಾನಿ: [815, 123, 883, 138]
music-column-2b: ಸರ್ ಶರ್ಮರವರ ಸಂಜೆ 6ಗಂಟೆಗೆ ಪುರಂದರ ಇಂಟರ್ ನ್ಯಾಷನಲ್ ಟ್ರಸ್ಟ್ ವತಿಯಿಂದ ದೇವಿದಾಸರ ಗಾನ ಚೇತನ ಸುದರ್ಶನರವರ ತಂಡ ಸಂಜೆ 6ಗಂಟೆಗೆ ಕಲಾಗಂಗೋತ್ರಿ ವಿದ್ಯಾರ್ಥಿಗಳಿಂದ ಭರತನಾಟ್ಯ ಹಾಗೂ ಸಂಜೆ 7ಗಂಟೆಗೆ ಅನಂತರಾಮು ಮತ್ತು ತಂಡದವರಿಂದ ದಾಸರಪದಗಳ ಕಾರ್ಯಕ್ರಮ. ಫೆಬ್ರವರಿ 1ರ ಬೆಳಗ್ಗೆ 7ಗಂಟೆಗೆ, ಪುರಂದರ ದಾಸರ ಪ್ರತಿಮೆ ಪೂಜೆಯೊಂದಿಗೆ ಮುಂದುವರಿದು, 11ಗಂಟೆಗೆ ಸಾಯಿ ನೀರಜಾ ಶ್ರೀನಿವಾಸ ಹಾಗೂ 12ಗಂಟೆಗೆ ನೃತ್ಯರೂಪಕ ಶ್ರೀ ಶೈಲಾಕ್ಷಿ ಸ್ಕೂಲ್ ಆಫ್: [326, 1331, 466, 1432]
child-award-photo: [778, 863, 920, 1095]
right-story2-headline-1: ಚಿಕ್ಕ ವಯಸ್ಸಿನಲ್ಲಿ ದೊಡ್ಡ: [799, 680, 899, 695]
bomb-word-1: BOMB: [786, 300, 854, 324]
masthead-date-english: FRIDAY 30 JANUARY 2026: [770, 97, 872, 106]
second-story-column-4: ಮಾಡುವಲ್ಲಿ ಶ್ರಮಿಸಿದ್ದೇವೆ. ಐದು ವರ್ಷದಲ್ಲಿ ಸದಸ್ಯರಲ್ಲಿ ಯಾವುದೇ ಭೇದಭಾವ ಬಾರದಂತೆ ಕೆಲಸ ಮಾಡಿದ್ದೇವೆ. ಈ ಸಂದರ್ಭದಲ್ಲಿ ಅಧ್ಯಕ್ಷರು, ಉಪಾಧ್ಯಕ್ಷರು, ಸದಸ್ಯರಾದ ಅಕ್ಬರ್ ಗಡಾದ, ಗುರು ಬಸವರಾಜ ಹಳ್ಳೇರ, ಹನುಮಂತಪ್ಪ ದೊಡ್ಡಮನಿ, ಹನುಮಂತಪ್ಪ ಮೂಲಿಮನಿ, ಮಂಜುನಾಥ ಬೆನಕಪ್ಪ, ವಿಶ್ವನಾಥ, ದೇವರಾಜ, ನಾಗರಾಜ, ಸರ್ವಜ್ಞ ಅರಳೆಮಠ, ಶಶಿಕಲಾ, ಗಿರಿಜಾ, ಮಂಜುಳಾ ಹಾಗೂ ಪ್ರಮುಖರು ಉಪಸ್ಥಿತರಿದ್ದರು.: [626, 571, 766, 661]
right-column: [778, 120, 920, 1490]
bomb-word-2: THREAT: [786, 322, 874, 346]
right-story1-headline-2: ದೆಹಲಿಯಲ್ಲಿ ಐದು: [811, 145, 887, 160]
masthead-date-kannada: ಶುಕ್ರವಾರ 30 ಜನವರಿ 2026: [770, 85, 851, 94]
epaper-banner[interactable]: ಇ-ಪೇಪರ್: www.munjanevarthe.com: [175, 430, 767, 450]
cars-photo: [381, 190, 569, 294]
left-story1-headline-1: 400 ಕೋಟಿ: [49, 122, 145, 146]
right-story2-headline-3: 8ವರ್ಷದ ಪೋರ: [799, 728, 899, 749]
left-story2-headline-3: ರಾಜ್ಯದಲ್ಲಿ ಒಣಹವೆ: [50, 875, 144, 894]
logo-part-1: ಮುಂಜಾನೆ: [465, 68, 546, 96]
left-divider: [24, 812, 170, 814]
left-story2-para: ಮುಂದಿನ ದಿನಗಳ ಅವಧಿಯಲ್ಲಿ ತಾಪಮಾನದಲ್ಲಿ ದೊಡ್ಡ ಬದಲಾವಣೆಗಳು ಇರುವುದಿಲ್ಲ. ಇನ್ನು ರಾಜ್ಯಾದ್ಯಂತ ಕನಿಷ್ಠ ತಾಪಮಾನದಲ್ಲೂ ದೊಡ್ಡ ಬದಲಾವಣೆ ಆಗಲ್ಲ ಎಂದು ಇಲಾಖೆ ಹೇಳಿದೆ.: [24, 1051, 170, 1095]
music-headline-line-2: ವರ್ಷದ ಕನಕಪುರಂದರ ಸಂಗೀತ ಉತ್ಸವ: [254, 899, 542, 926]
